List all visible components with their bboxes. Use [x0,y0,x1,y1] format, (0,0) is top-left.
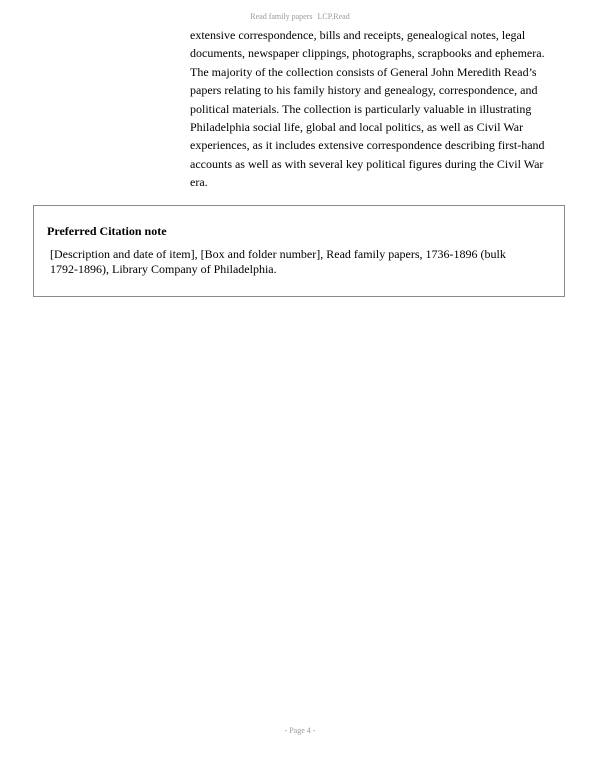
citation-heading: Preferred Citation note [47,224,167,238]
citation-text: [Description and date of item], [Box and folder number], Read family papers, 1736-1896 (bulk 1792-1896), Library Company of Philadelphia. [50,247,506,276]
scope-content-paragraph: extensive correspondence, bills and receipts, genealogical notes, legal documents, newspaper clippings, photographs, scrapbooks and ephemera. The majority of the collection consists of General John Meredith Read’s papers relating to his family history and genealogy, correspondence, and political materials. The collection is particularly valuable in illustrating Philadelphia social life, global and local politics, as well as Civil War experiences, as it includes extensive correspondence describing first-hand accounts as well as with several key political figures during the Civil War era. [190,28,545,190]
running-header [0,12,600,21]
preferred-citation-box [33,205,565,297]
header-call-number: LCP.Read [317,12,350,21]
header-title: Read family papers [250,12,313,21]
page-number: - Page 4 - [284,726,316,735]
